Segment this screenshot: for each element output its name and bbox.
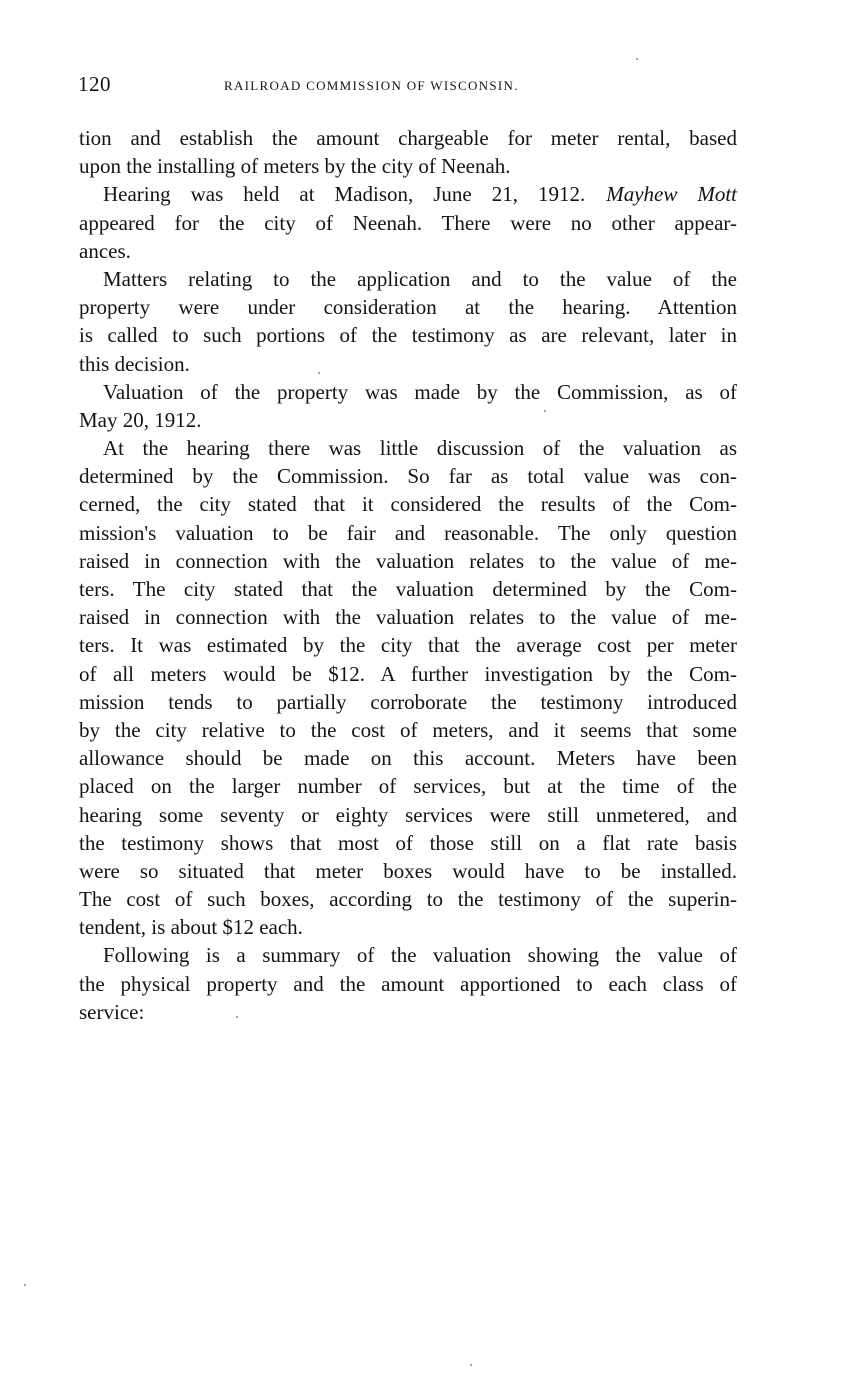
paragraph-5-line-4: mission's valuation to be fair and reasonable. The only question [79, 520, 737, 545]
paragraph-5-line-13: placed on the larger number of services, but at the time of the [79, 774, 737, 799]
paragraph-3-line-2: property were under consideration at the hearing. Attention [79, 295, 737, 320]
paragraph-5-line-12: allowance should be made on this account. Meters have been [79, 746, 737, 771]
paragraph-5-line-11: by the city relative to the cost of meters, and it seems that some [79, 717, 737, 742]
paragraph-5-line-10: mission tends to partially corroborate the testimony introduced [79, 689, 737, 714]
hearing-sentence: Hearing was held at Madison, June 21, 1912. [103, 182, 586, 207]
paragraph-4-line-1: Valuation of the property was made by the Commission, as of [103, 379, 737, 404]
page-number: 120 [78, 72, 111, 96]
paragraph-4-line-2: May 20, 1912. [79, 407, 202, 432]
scan-speck [24, 1284, 26, 1286]
paragraph-6-line-3: service: [79, 999, 145, 1024]
paragraph-3-line-1: Matters relating to the application and to the value of the [103, 266, 737, 291]
scan-speck [636, 58, 638, 60]
paragraph-3-line-3: is called to such portions of the testimony as are relevant, later in [79, 323, 737, 348]
body-text [79, 124, 737, 1026]
paragraph-6-line-2: the physical property and the amount apportioned to each class of [79, 971, 737, 996]
scan-speck [470, 1364, 472, 1366]
paragraph-5-line-6: ters. The city stated that the valuation determined by the Com- [79, 577, 737, 601]
appearance-name: Mayhew Mott [606, 182, 737, 207]
paragraph-5-line-2: determined by the Commission. So far as total value was con- [79, 464, 737, 489]
paragraph-5-line-5: raised in connection with the valuation relates to the value of me- [79, 548, 737, 573]
paragraph-6-line-1: Following is a summary of the valuation showing the value of [103, 943, 737, 968]
paragraph-5-line-7: raised in connection with the valuation relates to the value of me- [79, 605, 737, 630]
scan-speck [544, 410, 546, 412]
page-header [78, 72, 738, 98]
paragraph-2-line-1 [79, 180, 737, 208]
paragraph-5-line-3: cerned, the city stated that it considered the results of the Com- [79, 492, 737, 517]
scan-speck [236, 1016, 238, 1018]
paragraph-5-line-17: The cost of such boxes, according to the testimony of the superin- [79, 887, 737, 912]
paragraph-5-line-15: the testimony shows that most of those still on a flat rate basis [79, 830, 737, 855]
scan-speck [318, 372, 320, 374]
paragraph-5-line-8: ters. It was estimated by the city that the average cost per meter [79, 633, 737, 658]
paragraph-5-line-1: At the hearing there was little discussion of the valuation as [103, 436, 737, 461]
paragraph-2-line-3: ances. [79, 238, 131, 263]
paragraph-3-line-4: this decision. [79, 351, 190, 376]
paragraph-1-line-1: tion and establish the amount chargeable for meter rental, based [79, 126, 737, 150]
paragraph-1-line-2: upon the installing of meters by the city of Neenah. [79, 154, 511, 179]
paragraph-5-line-16: were so situated that meter boxes would have to be installed. [79, 858, 737, 883]
paragraph-2-line-2: appeared for the city of Neenah. There were no other appear- [79, 210, 737, 235]
running-head: RAILROAD COMMISSION OF WISCONSIN. [224, 78, 519, 93]
paragraph-5-line-9: of all meters would be $12. A further investigation by the Com- [79, 661, 737, 686]
paragraph-5-line-18: tendent, is about $12 each. [79, 915, 303, 940]
paragraph-5-line-14: hearing some seventy or eighty services were still unmetered, and [79, 802, 737, 827]
